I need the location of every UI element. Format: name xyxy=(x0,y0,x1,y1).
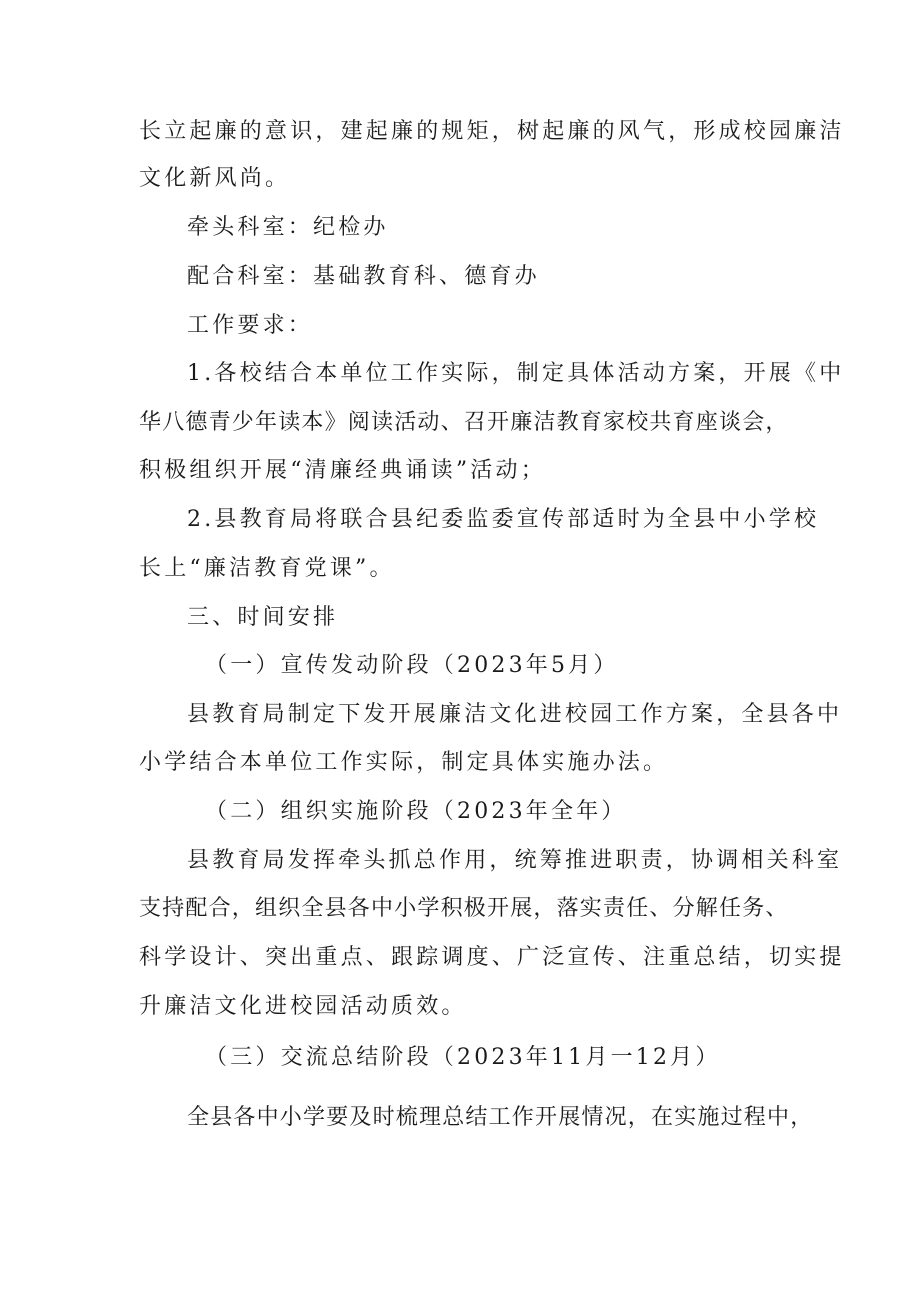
body-text-line: 全县各中小学要及时梳理总结工作开展情况，在实施过程中， xyxy=(187,1105,814,1130)
body-text-line: 文化新风尚。 xyxy=(139,166,291,191)
body-text-line: 小学结合本单位工作实际，制定具体实施办法。 xyxy=(139,750,669,775)
section-heading-schedule: 三、时间安排 xyxy=(187,605,339,630)
body-text-line: 升廉洁文化进校园活动质效。 xyxy=(139,994,467,1019)
body-text-line: 长上“廉洁教育党课”。 xyxy=(139,556,395,581)
requirement-item-2: 2.县教育局将联合县纪委监委宣传部适时为全县中小学校 xyxy=(187,507,820,532)
work-requirements-heading: 工作要求： xyxy=(187,313,314,338)
requirement-item-1: 1.各校结合本单位工作实际，制定具体活动方案，开展《中 xyxy=(187,361,845,386)
phase-heading-2: （二）组织实施阶段（2023年全年） xyxy=(205,799,627,824)
body-text-line: 支持配合，组织全县各中小学积极开展，落实责任、分解任务、 xyxy=(139,896,789,921)
body-text-line: 长立起廉的意识，建起廉的规矩，树起廉的风气，形成校园廉洁 xyxy=(139,119,845,144)
body-text-line: 华八德青少年读本》阅读活动、召开廉洁教育家校共育座谈会， xyxy=(139,410,789,435)
lead-department-line: 牵头科室：纪检办 xyxy=(187,215,389,240)
body-text-line: 县教育局制定下发开展廉洁文化进校园工作方案，全县各中 xyxy=(187,702,843,727)
phase-heading-3: （三）交流总结阶段（2023年11月一12月） xyxy=(205,1045,721,1070)
cooperating-department-line: 配合科室：基础教育科、德育办 xyxy=(187,264,540,289)
body-text-line: 县教育局发挥牵头抓总作用，统筹推进职责，协调相关科室 xyxy=(187,848,843,873)
body-text-line: 科学设计、突出重点、跟踪调度、广泛宣传、注重总结，切实提 xyxy=(139,945,845,970)
phase-heading-1: （一）宣传发动阶段（2023年5月） xyxy=(205,653,619,678)
body-text-line: 积极组织开展“清廉经典诵读”活动； xyxy=(139,458,546,483)
